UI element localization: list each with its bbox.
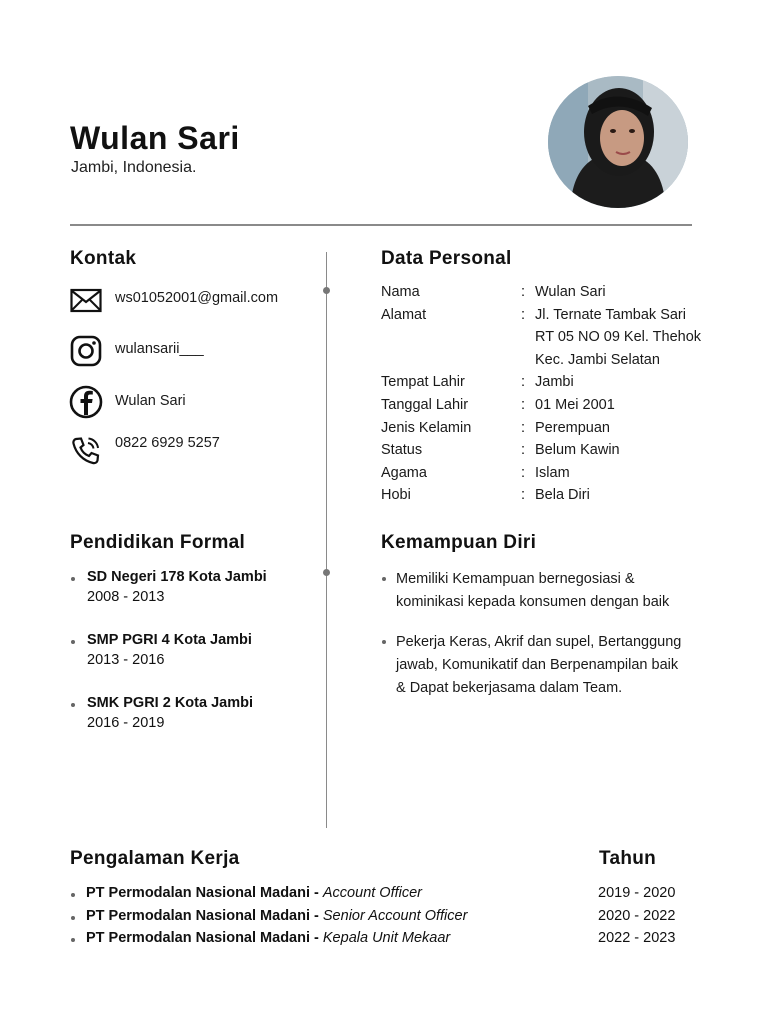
personal-value: Jambi [535,374,574,391]
person-name: Wulan Sari [70,120,240,156]
personal-label: Tempat Lahir [381,374,465,391]
skill-line: Pekerja Keras, Akrif dan supel, Bertanggung [396,634,682,650]
experience-company: PT Permodalan Nasional Madani - [86,930,323,946]
experience-entry [86,930,450,946]
bullet-dot [71,893,75,897]
personal-value: Belum Kawin [535,442,620,459]
divider-dot [323,287,330,294]
personal-label: Nama [381,284,420,300]
bullet-dot [382,640,386,644]
personal-value: Wulan Sari [535,284,606,300]
skill-item [396,568,716,614]
personal-label: Tanggal Lahir [381,397,469,413]
personal-colon: : [521,419,526,436]
personal-colon: : [521,374,526,391]
experience-company: PT Permodalan Nasional Madani - [86,907,323,924]
education-years: 2016 - 2019 [87,715,165,731]
experience-role: Kepala Unit Mekaar [322,930,451,946]
personal-value: RT 05 NO 09 Kel. Thehok [535,329,702,346]
personal-value: Bela Diri [535,487,590,504]
skill-line: kominikasi kepada konsumen dengan baik [396,594,670,610]
experience-title: Pengalaman Kerja [70,848,240,869]
bullet-dot [382,577,386,581]
bullet-dot [71,916,75,920]
experience-years: 2022 - 2023 [598,930,676,946]
contact-facebook[interactable]: Wulan Sari [115,393,186,409]
phone-icon [69,434,103,468]
personal-colon: : [521,464,526,481]
experience-role: Senior Account Officer [322,907,468,924]
personal-value: Islam [535,464,570,481]
person-location: Jambi, Indonesia. [71,159,197,176]
personal-label: Status [381,442,423,459]
experience-company: PT Permodalan Nasional Madani - [86,885,323,901]
facebook-icon [69,385,103,419]
personal-title: Data Personal [381,248,512,269]
experience-role: Account Officer [322,885,423,901]
education-school: SMK PGRI 2 Kota Jambi [87,695,253,711]
skill-item [396,631,716,700]
skill-line: Memiliki Kemampuan bernegosiasi & [396,571,635,587]
experience-year-title: Tahun [599,848,657,869]
personal-colon: : [521,306,526,323]
contact-title: Kontak [70,248,137,269]
personal-colon: : [521,487,526,504]
personal-value: 01 Mei 2001 [535,397,615,413]
personal-value: Kec. Jambi Selatan [535,351,660,368]
personal-colon: : [521,397,526,413]
personal-label: Alamat [381,306,427,323]
mail-icon [69,284,103,318]
experience-years: 2019 - 2020 [598,885,676,901]
education-years: 2008 - 2013 [87,589,165,605]
skill-line: & Dapat bekerjasama dalam Team. [396,680,623,696]
experience-entry [86,885,422,901]
personal-value: Jl. Ternate Tambak Sari [535,306,686,323]
bullet-dot [71,577,75,581]
personal-colon: : [521,442,526,459]
bullet-dot [71,640,75,644]
header-divider [70,224,692,226]
experience-years: 2020 - 2022 [598,907,676,924]
contact-email[interactable]: ws01052001@gmail.com [115,290,279,306]
personal-label: Hobi [381,487,411,504]
education-school: SMP PGRI 4 Kota Jambi [87,632,252,648]
education-school: SD Negeri 178 Kota Jambi [87,569,267,585]
instagram-icon [69,334,103,368]
personal-label: Jenis Kelamin [381,419,472,436]
skill-line: jawab, Komunikatif dan Berpenampilan baik [396,657,679,673]
profile-photo [548,76,688,208]
personal-value: Perempuan [535,419,610,436]
divider-dot [323,569,330,576]
bullet-dot [71,703,75,707]
contact-phone[interactable]: 0822 6929 5257 [115,435,220,451]
education-years: 2013 - 2016 [87,652,165,668]
personal-colon: : [521,284,526,300]
bullet-dot [71,938,75,942]
personal-label: Agama [381,464,427,481]
contact-instagram[interactable]: wulansarii___ [115,341,204,357]
experience-entry [86,908,467,924]
skills-title: Kemampuan Diri [381,532,537,553]
column-divider [326,252,327,828]
education-title: Pendidikan Formal [70,532,246,553]
